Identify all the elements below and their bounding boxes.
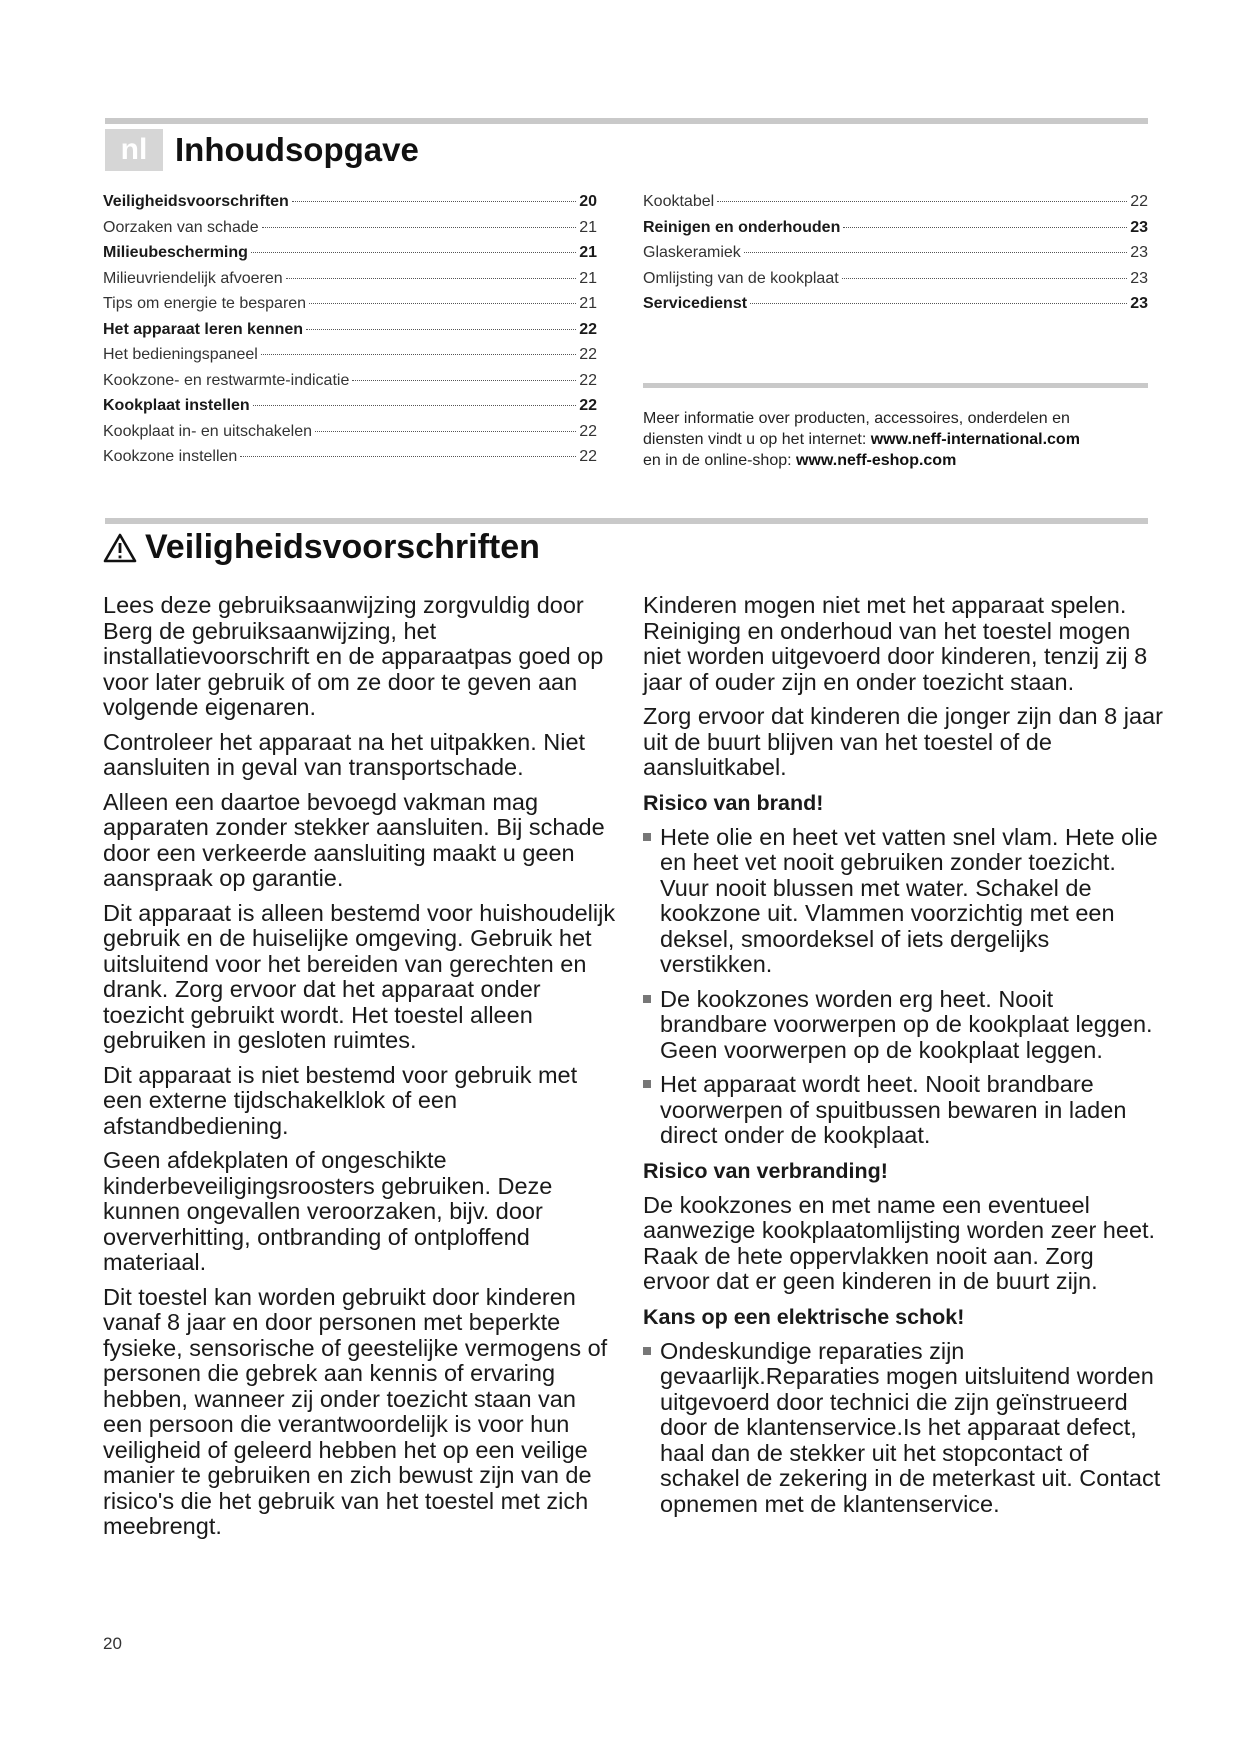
toc-entry[interactable] — [103, 219, 597, 245]
toc-entry[interactable] — [643, 244, 1148, 270]
eshop-link[interactable]: www.neff-eshop.com — [796, 452, 957, 469]
toc-entry-label: Kookplaat in- en uitschakelen — [103, 422, 313, 440]
toc-entry-label: Tips om energie te besparen — [103, 295, 307, 312]
paragraph: Controleer het apparaat na het uitpakken. Niet aansluiten in geval van transportschade. — [103, 728, 586, 780]
toc-leader-dots — [309, 303, 576, 304]
toc-entry-page: 21 — [579, 244, 597, 261]
paragraph: Zorg ervoor dat kinderen die jonger zijn dan 8 jaar uit de buurt blijven van het toestel of de aansluitkabel. — [643, 703, 1163, 780]
toc-entry-label: Milieubescherming — [103, 244, 248, 261]
toc-entry[interactable] — [103, 423, 597, 449]
toc-entry-label: Kookzone instellen — [103, 448, 238, 465]
toc-entry-label: Servicedienst — [643, 295, 748, 312]
language-badge: nl — [105, 129, 163, 171]
fire-risk-heading: Risico van brand! — [643, 790, 824, 815]
bullet-square-icon — [643, 987, 660, 1064]
shock-risk-list — [643, 1339, 1163, 1518]
toc-entry-label: Reinigen en onderhouden — [643, 218, 841, 236]
toc-entry[interactable] — [103, 397, 597, 423]
paragraph: Geen afdekplaten of ongeschikte kinderbeveiligingsroosters gebruiken. Deze kunnen ongevallen veroorzaken, bijv. door oververhitting, ontbranding of ontploffend materiaal. — [103, 1147, 553, 1275]
toc-leader-dots — [750, 303, 1127, 304]
toc-entry[interactable] — [103, 448, 597, 474]
safety-left-column — [103, 593, 618, 1549]
toc-entry[interactable] — [643, 270, 1148, 296]
list-item — [643, 1072, 1163, 1149]
list-item-text: Hete olie en heet vet vatten snel vlam. Hete olie en heet vet nooit gebruiken zonder toezicht. Vuur nooit blussen met water. Schakel de kookzone uit. Vlammen voorzichtig met een deksel, smoordeksel of iets dergelijks verstikken. — [660, 823, 1158, 977]
list-item-text: Het apparaat wordt heet. Nooit brandbare voorwerpen of spuitbussen bewaren in laden direct onder de kookplaat. — [660, 1071, 1127, 1148]
toc-entry-label: Het bedieningspaneel — [103, 346, 258, 363]
toc-entry-label: Glaskeramiek — [643, 244, 741, 261]
list-item-text: De kookzones worden erg heet. Nooit brandbare voorwerpen op de kookplaat leggen. Geen voorwerpen op de kookplaat leggen. — [660, 985, 1153, 1063]
toc-entry-label: Omlijsting van de kookplaat — [643, 269, 839, 287]
toc-entry-page: 21 — [579, 295, 597, 312]
section-title: Veiligheidsvoorschriften — [145, 528, 540, 566]
bullet-square-icon — [643, 1072, 660, 1149]
toc-leader-dots — [315, 431, 576, 432]
toc-entry-label: Milieuvriendelijk afvoeren — [103, 269, 283, 287]
toc-entry-label: Het apparaat leren kennen — [103, 320, 304, 338]
section-heading — [103, 528, 540, 567]
toc-entry-page: 20 — [579, 193, 597, 210]
toc-entry-page: 22 — [1130, 193, 1148, 210]
paragraph: Alleen een daartoe bevoegd vakman mag apparaten zonder stekker aansluiten. Bij schade door een verkeerde aansluiting maakt u geen aanspraak op garantie. — [103, 788, 605, 891]
international-link[interactable]: www.neff-international.com — [870, 431, 1080, 448]
info-box — [643, 408, 1148, 471]
toc-entry[interactable] — [103, 270, 597, 296]
toc-entry-page: 22 — [579, 346, 597, 363]
toc-leader-dots — [842, 278, 1128, 279]
list-item — [643, 1339, 1163, 1518]
list-item — [643, 987, 1163, 1064]
info-rule — [643, 383, 1148, 388]
toc-entry-label: Kooktabel — [643, 193, 715, 210]
toc-leader-dots — [352, 380, 576, 381]
toc-leader-dots — [744, 252, 1127, 253]
warning-triangle-icon — [103, 533, 137, 563]
list-item — [643, 825, 1163, 978]
toc-entry-page: 21 — [579, 218, 597, 236]
toc-entry-page: 23 — [1130, 295, 1148, 312]
toc-entry-label: Kookplaat instellen — [103, 397, 250, 414]
toc-entry[interactable] — [643, 295, 1148, 321]
toc-leader-dots — [292, 201, 576, 202]
toc-leader-dots — [253, 405, 577, 406]
toc-entry[interactable] — [103, 193, 597, 219]
toc-entry-label: Oorzaken van schade — [103, 218, 259, 236]
bullet-square-icon — [643, 825, 660, 978]
toc-leader-dots — [261, 354, 576, 355]
toc-entry-page: 22 — [579, 371, 597, 389]
page-title: Inhoudsopgave — [175, 131, 419, 168]
toc-leader-dots — [717, 201, 1127, 202]
burn-risk-heading: Risico van verbranding! — [643, 1158, 888, 1183]
toc-entry[interactable] — [643, 219, 1148, 245]
toc-entry-page: 22 — [579, 422, 597, 440]
toc-leader-dots — [251, 252, 576, 253]
toc-entry-page: 23 — [1130, 218, 1148, 236]
toc-entry[interactable] — [103, 321, 597, 347]
paragraph: Kinderen mogen niet met het apparaat spelen. Reiniging en onderhoud van het toestel mogen niet worden uitgevoerd door kinderen, tenzij zij 8 jaar of ouder zijn en onder toezicht staan. — [643, 592, 1148, 695]
list-item-text: Ondeskundige reparaties zijn gevaarlijk.Reparaties mogen uitsluitend worden uitgevoerd door technici die zijn geïnstrueerd door de klantenservice.Is het apparaat defect, haal dan de stekker uit het stopcontact of schakel de zekering in de meterkast uit. Contact opnemen met de klantenservice. — [660, 1337, 1161, 1517]
toc-entry[interactable] — [103, 295, 597, 321]
toc-leader-dots — [843, 227, 1127, 228]
page-header — [105, 128, 419, 172]
toc-leader-dots — [286, 278, 577, 279]
fire-risk-list — [643, 825, 1163, 1149]
toc-entry[interactable] — [643, 193, 1148, 219]
paragraph: De kookzones en met name een eventueel aanwezige kookplaatomlijsting worden zeer heet. Raak de hete oppervlakken nooit aan. Zorg ervoor dat er geen kinderen in de buurt zijn. — [643, 1191, 1156, 1294]
toc-leader-dots — [306, 329, 576, 330]
shock-risk-heading: Kans op een elektrische schok! — [643, 1304, 965, 1329]
info-line-1: Meer informatie over producten, accessoires, onderdelen en — [643, 410, 1070, 427]
page-number: 20 — [103, 1634, 122, 1653]
toc-entry[interactable] — [103, 372, 597, 398]
info-line-2: diensten vindt u op het internet: — [643, 431, 871, 448]
section-rule — [105, 518, 1148, 524]
safety-right-column — [643, 593, 1163, 1526]
paragraph: Dit apparaat is niet bestemd voor gebruik met een externe tijdschakelklok of een afstandbediening. — [103, 1061, 578, 1139]
toc-right-column — [643, 193, 1148, 321]
paragraph: Dit toestel kan worden gebruikt door kinderen vanaf 8 jaar en door personen met beperkte fysieke, sensorische of geestelijke vermogens of personen die gebrek aan kennis of ervaring hebben, wanneer zij onder toezicht staan van een persoon die verantwoordelijk is voor hun veiligheid of geleerd hebben het op een veilige manier te gebruiken en zich bewust zijn van de risico's die het gebruik van het toestel met zich meebrengt. — [103, 1283, 608, 1539]
toc-entry-page: 23 — [1130, 269, 1148, 287]
toc-leader-dots — [262, 227, 577, 228]
toc-leader-dots — [240, 456, 576, 457]
paragraph: Dit apparaat is alleen bestemd voor huishoudelijk gebruik en de huiselijke omgeving. Gebruik het uitsluitend voor het bereiden van gerechten en drank. Zorg ervoor dat het apparaat onder toezicht gebruikt wordt. Het toestel alleen gebruiken in gesloten ruimtes. — [103, 899, 616, 1053]
toc-entry-label: Kookzone- en restwarmte-indicatie — [103, 371, 350, 389]
toc-entry-page: 22 — [579, 397, 597, 414]
toc-entry-label: Veiligheidsvoorschriften — [103, 193, 289, 210]
toc-entry-page: 23 — [1130, 244, 1148, 261]
toc-entry-page: 21 — [579, 269, 597, 287]
toc-entry[interactable] — [103, 346, 597, 372]
toc-entry[interactable] — [103, 244, 597, 270]
toc-entry-page: 22 — [579, 448, 597, 465]
paragraph: Lees deze gebruiksaanwijzing zorgvuldig door Berg de gebruiksaanwijzing, het installatievoorschrift en de apparaatpas goed op voor later gebruik of om ze door te geven aan volgende eigenaren. — [103, 592, 604, 720]
bullet-square-icon — [643, 1339, 660, 1518]
info-line-3: en in de online-shop: — [643, 452, 796, 469]
top-rule — [105, 118, 1148, 124]
toc-entry-page: 22 — [579, 320, 597, 338]
toc-left-column — [103, 193, 597, 474]
